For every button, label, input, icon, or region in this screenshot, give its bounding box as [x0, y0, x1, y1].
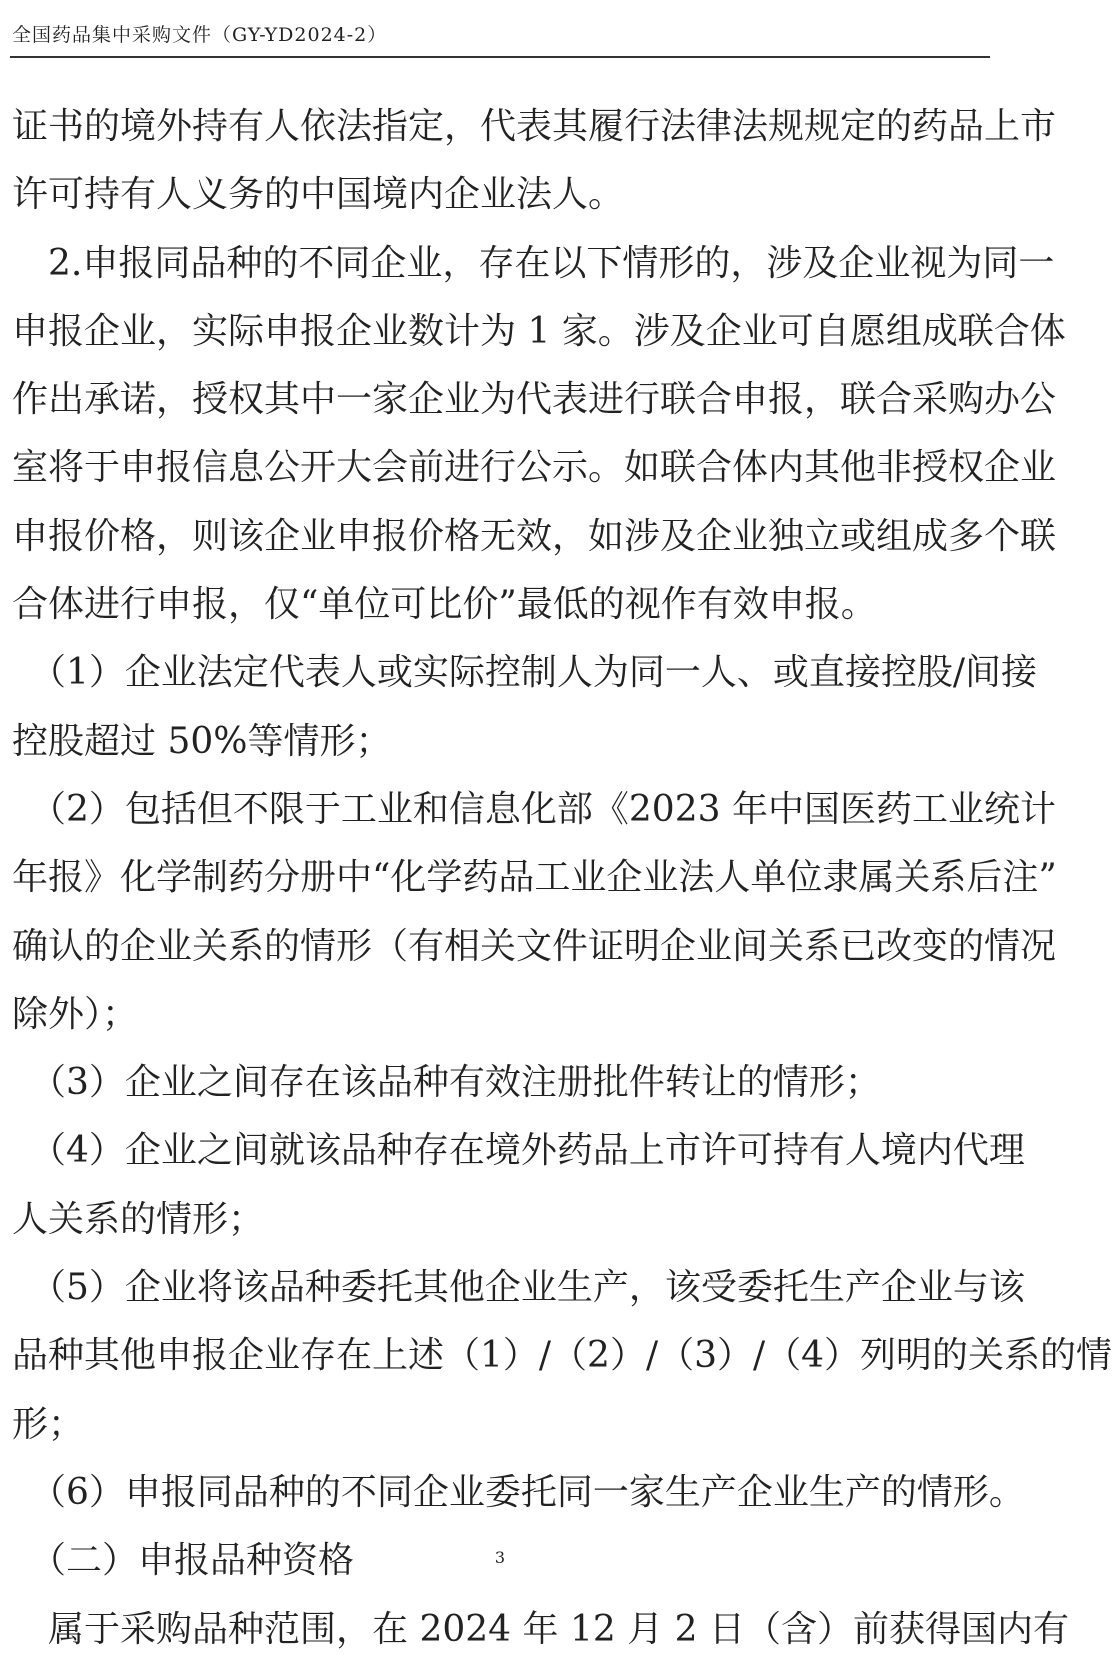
text-line: （二）申报品种资格: [12, 1540, 355, 1582]
text-line: 属于采购品种范围，在 2024 年 12 月 2 日（含）前获得国内有: [12, 1608, 1069, 1650]
text-line: 证书的境外持有人依法指定，代表其履行法律法规规定的药品上市: [12, 106, 1057, 147]
text-line: 品种其他申报企业存在上述（1）/（2）/（3）/（4）列明的关系的情: [12, 1335, 1112, 1377]
text-line: 许可持有人义务的中国境内企业法人。: [12, 174, 625, 216]
page-number: 3: [494, 1548, 506, 1567]
text-line: 室将于申报信息公开大会前进行公示。如联合体内其他非授权企业: [12, 447, 1057, 489]
text-line: 形；: [12, 1403, 85, 1445]
text-line: （2）包括但不限于工业和信息化部《2023 年中国医药工业统计: [12, 788, 1056, 830]
text-line: 控股超过 50%等情形；: [12, 720, 392, 762]
text-line: 确认的企业关系的情形（有相关文件证明企业间关系已改变的情况: [12, 925, 1057, 967]
text-line: （1）企业法定代表人或实际控制人为同一人、或直接控股/间接: [12, 652, 1038, 694]
text-line: 合体进行申报，仅“单位可比价”最低的视作有效申报。: [12, 584, 877, 626]
text-line: 年报》化学制药分册中“化学药品工业企业法人单位隶属关系后注”: [12, 857, 1057, 899]
document-body: [12, 93, 1112, 1664]
text-line: 除外）；: [12, 993, 139, 1035]
text-line: 申报企业，实际申报企业数计为 1 家。涉及企业可自愿组成联合体: [12, 310, 1066, 352]
text-line: 2.申报同品种的不同企业，存在以下情形的，涉及企业视为同一: [12, 242, 1055, 284]
text-line: （6）申报同品种的不同企业委托同一家生产企业生产的情形。: [12, 1471, 1025, 1513]
header-divider: [10, 56, 990, 58]
document-header: 全国药品集中采购文件（GY-YD2024-2）: [12, 24, 388, 46]
text-line: （3）企业之间存在该品种有效注册批件转让的情形；: [12, 1062, 881, 1104]
text-line: 作出承诺，授权其中一家企业为代表进行联合申报，联合采购办公: [12, 379, 1057, 421]
text-line: 人关系的情形；: [12, 1198, 265, 1240]
text-line: 申报价格，则该企业申报价格无效，如涉及企业独立或组成多个联: [12, 515, 1057, 557]
text-line: （4）企业之间就该品种存在境外药品上市许可持有人境内代理: [12, 1130, 1025, 1172]
text-line: （5）企业将该品种委托其他企业生产，该受委托生产企业与该: [12, 1267, 1025, 1309]
